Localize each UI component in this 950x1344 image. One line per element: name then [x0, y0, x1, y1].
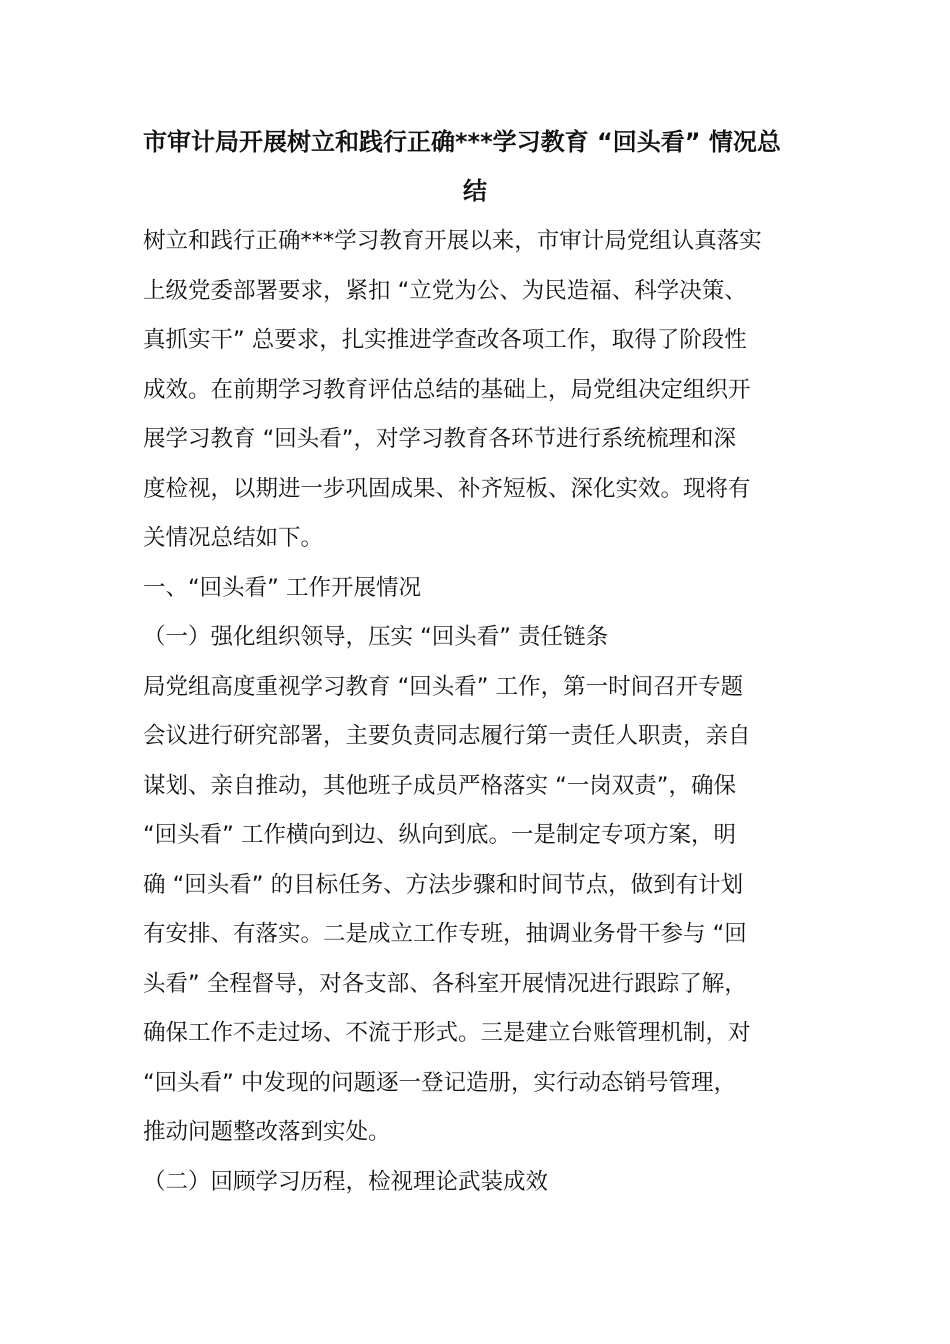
- paragraph-line-s1-10: 推动问题整改落到实处。: [143, 1119, 391, 1145]
- paragraph-line-intro-7: 关情况总结如下。: [143, 525, 324, 551]
- paragraph-line-intro-6: 度检视，以期进一步巩固成果、补齐短板、深化实效。现将有: [143, 476, 751, 502]
- paragraph-line-s1-6: 有安排、有落实。二是成立工作专班，抽调业务骨干参与 “回: [143, 921, 747, 947]
- paragraph-line-s1-3: 谋划、亲自推动，其他班子成员严格落实 “一岗双责”，确保: [143, 773, 736, 799]
- paragraph-line-intro-5: 展学习教育 “回头看”，对学习教育各环节进行系统梳理和深: [143, 426, 736, 452]
- paragraph-line-s1-2: 会议进行研究部署，主要负责同志履行第一责任人职责，亲自: [143, 723, 751, 749]
- paragraph-line-s1-7: 头看” 全程督导，对各支部、各科室开展情况进行跟踪了解，: [143, 971, 747, 997]
- paragraph-line-s1-9: “回头看” 中发现的问题逐一登记造册，实行动态销号管理，: [143, 1070, 736, 1096]
- paragraph-line-intro-4: 成效。在前期学习教育评估总结的基础上，局党组决定组织开: [143, 377, 751, 403]
- document-title-line-2: 结: [463, 177, 487, 205]
- document-title-line-1: 市审计局开展树立和践行正确***学习教育 “回头看” 情况总: [143, 128, 781, 156]
- paragraph-line-s1-4: “回头看” 工作横向到边、纵向到底。一是制定专项方案，明: [143, 822, 736, 848]
- section-heading-1: 一、“回头看” 工作开展情况: [143, 575, 421, 601]
- paragraph-line-intro-1: 树立和践行正确***学习教育开展以来，市审计局党组认真落实: [143, 228, 762, 254]
- paragraph-line-intro-2: 上级党委部署要求，紧扣 “立党为公、为民造福、科学决策、: [143, 278, 747, 304]
- paragraph-line-s1-5: 确 “回头看” 的目标任务、方法步骤和时间节点，做到有计划: [143, 872, 744, 898]
- paragraph-line-intro-3: 真抓实干” 总要求，扎实推进学查改各项工作，取得了阶段性: [143, 327, 747, 353]
- paragraph-line-s1-1: 局党组高度重视学习教育 “回头看” 工作，第一时间召开专题: [143, 674, 744, 700]
- subsection-heading-1: （一）强化组织领导，压实 “回头看” 责任链条: [143, 624, 609, 650]
- paragraph-line-s1-8: 确保工作不走过场、不流于形式。三是建立台账管理机制，对: [143, 1020, 751, 1046]
- subsection-heading-2: （二）回顾学习历程，检视理论武装成效: [143, 1169, 549, 1195]
